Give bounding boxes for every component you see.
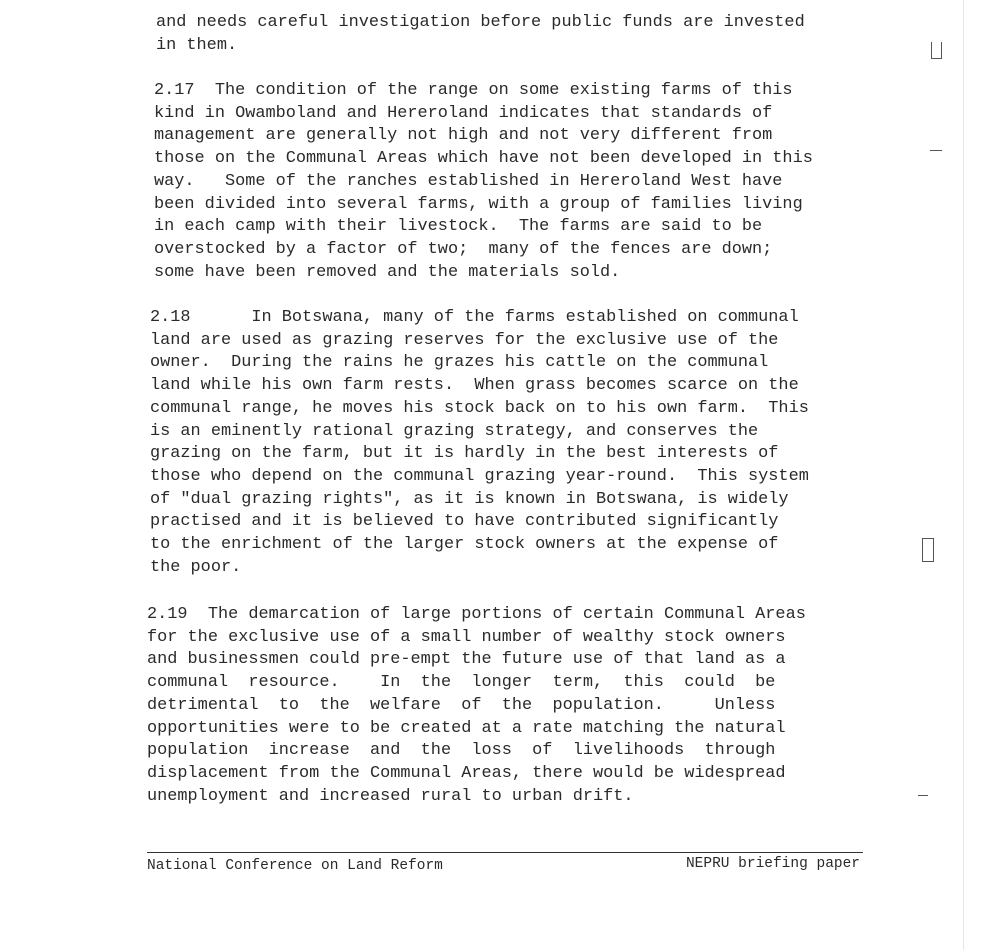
text-line: grazing on the farm, but it is hardly in the best interests of bbox=[150, 444, 779, 464]
text-line: 2.17 The condition of the range on some existing farms of this bbox=[154, 81, 793, 100]
text-line: those who depend on the communal grazing year-round. This system bbox=[150, 466, 809, 486]
scan-margin-line bbox=[963, 0, 964, 950]
text-line: way. Some of the ranches established in Hereroland West have bbox=[154, 171, 783, 191]
text-line: the poor. bbox=[150, 557, 242, 577]
text-line: to the enrichment of the larger stock owners at the expense of bbox=[150, 535, 779, 555]
text-line: land while his own farm rests. When grass becomes scarce on the bbox=[150, 376, 799, 396]
text-line: communal resource. In the longer term, this could be bbox=[147, 673, 776, 693]
footer-document-type: NEPRU briefing paper bbox=[685, 856, 860, 872]
margin-mark bbox=[922, 538, 934, 562]
text-line: in each camp with their livestock. The farms are said to be bbox=[154, 217, 763, 237]
margin-mark bbox=[918, 795, 928, 796]
paragraph-2-17 bbox=[154, 80, 872, 284]
text-line: management are generally not high and not very different from bbox=[154, 126, 773, 146]
text-line: and needs careful investigation before public funds are invested bbox=[156, 13, 805, 32]
text-line: detrimental to the welfare of the population. Unless bbox=[147, 695, 776, 715]
intro-paragraph bbox=[156, 12, 874, 57]
text-line: of "dual grazing rights", as it is known in Botswana, is widely bbox=[150, 489, 789, 509]
text-line: practised and it is believed to have contributed significantly bbox=[150, 512, 779, 532]
text-line: population increase and the loss of livelihoods through bbox=[147, 741, 776, 761]
paragraph-2-18 bbox=[150, 307, 868, 579]
text-line: been divided into several farms, with a group of families living bbox=[154, 194, 803, 214]
text-line: communal range, he moves his stock back on to his own farm. This bbox=[150, 398, 809, 418]
text-line: for the exclusive use of a small number of wealthy stock owners bbox=[147, 627, 786, 647]
footer-conference-title: National Conference on Land Reform bbox=[147, 858, 443, 874]
text-line: 2.19 The demarcation of large portions of certain Communal Areas bbox=[147, 605, 806, 624]
text-line: overstocked by a factor of two; many of the fences are down; bbox=[154, 239, 773, 259]
margin-mark bbox=[931, 42, 942, 59]
text-line: 2.18 In Botswana, many of the farms established on communal bbox=[150, 308, 799, 327]
margin-mark bbox=[930, 150, 942, 151]
text-line: those on the Communal Areas which have not been developed in this bbox=[154, 149, 813, 169]
paragraph-2-19 bbox=[147, 604, 865, 808]
text-line: some have been removed and the materials sold. bbox=[154, 262, 621, 282]
text-line: and businessmen could pre-empt the future use of that land as a bbox=[147, 650, 786, 670]
text-line: in them. bbox=[156, 35, 238, 55]
footer-divider bbox=[147, 852, 863, 853]
text-line: kind in Owamboland and Hereroland indicates that standards of bbox=[154, 103, 773, 123]
text-line: displacement from the Communal Areas, there would be widespread bbox=[147, 763, 786, 783]
text-line: owner. During the rains he grazes his cattle on the communal bbox=[150, 353, 769, 373]
text-line: opportunities were to be created at a rate matching the natural bbox=[147, 718, 786, 738]
text-line: land are used as grazing reserves for the exclusive use of the bbox=[150, 330, 779, 350]
text-line: is an eminently rational grazing strategy, and conserves the bbox=[150, 421, 759, 441]
text-line: unemployment and increased rural to urban drift. bbox=[147, 786, 634, 806]
